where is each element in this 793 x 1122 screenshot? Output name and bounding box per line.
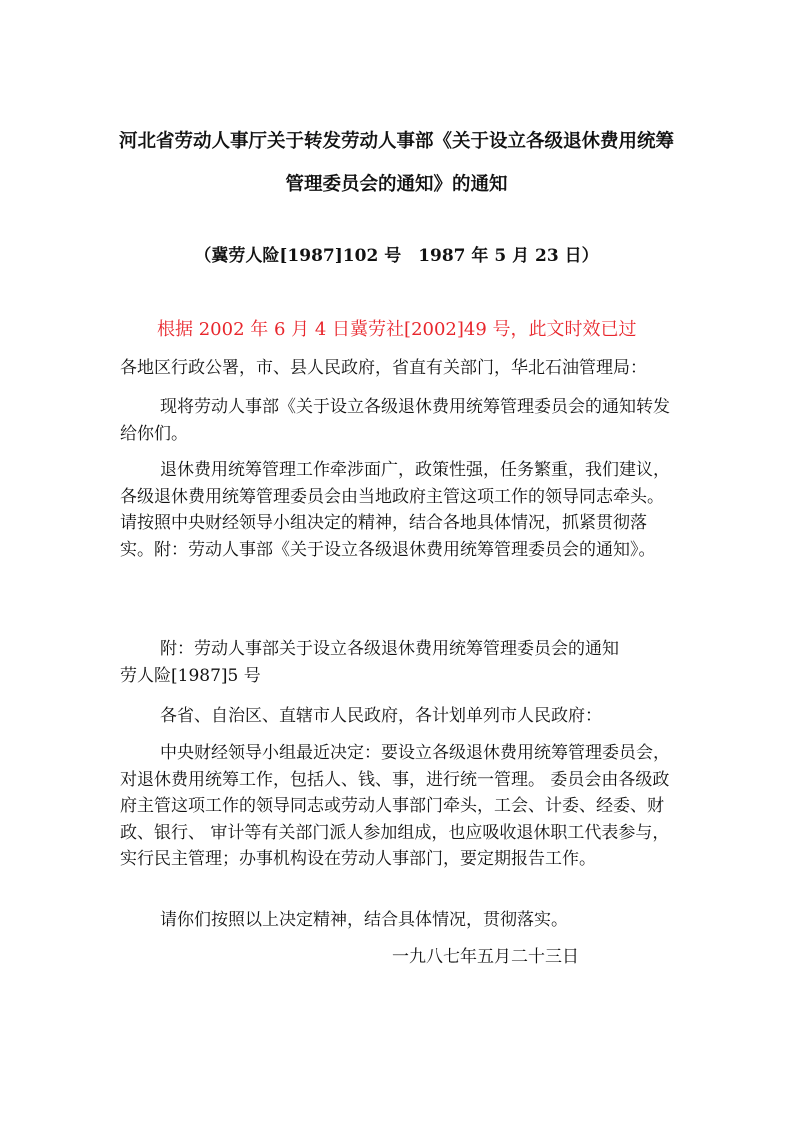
- paragraph-2: 退休费用统筹管理工作牵涉面广，政策性强，任务繁重，我们建议， 各级退休费用统筹管理委员会由当地政府主管这项工作的领导同志牵头。 请按照中央财经领导小组决定的精神，结合各地具体情况，抓紧贯彻落实。附：劳动人事部《关于设立各级退休费用统筹管理委员会的通知》。: [120, 460, 670, 560]
- attachment-number: 劳人险[1987]5 号: [120, 666, 261, 686]
- attachment-addressees: 各省、自治区、直辖市人民政府，各计划单列市人民政府：: [160, 706, 602, 726]
- validity-notice: 根据 2002 年 6 月 4 日冀劳社[2002]49 号，此文时效已过: [157, 319, 637, 340]
- closing-date: 一九八七年五月二十三日: [392, 947, 579, 967]
- addressees: 各地区行政公署，市、县人民政府，省直有关部门，华北石油管理局：: [120, 358, 647, 378]
- document-title-line-2: 管理委员会的通知》的通知: [285, 174, 508, 195]
- document-number: （冀劳人险[1987]102 号 1987 年 5 月 23 日）: [194, 246, 599, 266]
- paragraph-1: 现将劳动人事部《关于设立各级退休费用统筹管理委员会的通知转发给你们。: [120, 397, 670, 444]
- attachment-paragraph-1: 中央财经领导小组最近决定：要设立各级退休费用统筹管理委员会，对退休费用统筹工作，包括人、钱、事，进行统一管理。 委员会由各级政府主管这项工作的领导同志或劳动人事部门牵头，工会、计委、经委、财政、银行、 审计等有关部门派人参加组成，也应吸收退休职工代表参与，实行民主管理；办事机构设在劳动人事部门，要定期报告工作。: [120, 743, 670, 869]
- document-title-line-1: 河北省劳动人事厅关于转发劳动人事部《关于设立各级退休费用统筹: [118, 131, 674, 152]
- attachment-title: 附：劳动人事部关于设立各级退休费用统筹管理委员会的通知: [160, 639, 619, 659]
- attachment-paragraph-2: 请你们按照以上决定精神，结合具体情况，贯彻落实。: [160, 910, 568, 930]
